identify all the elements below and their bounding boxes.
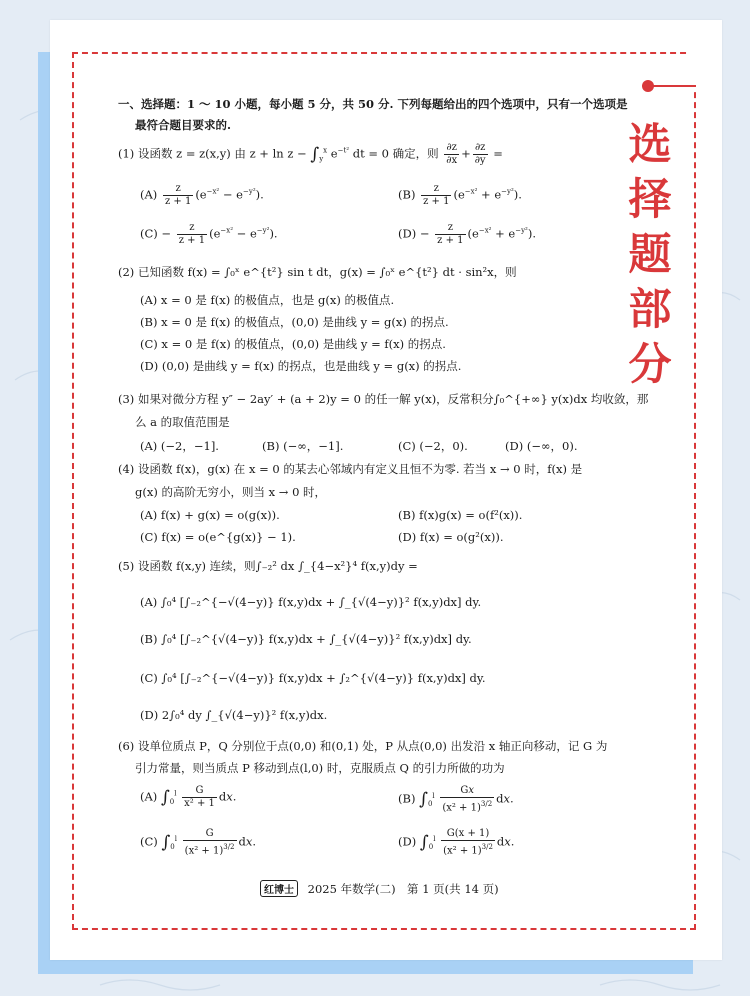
q3-option-b: (B) (−∞，−1]. [262,439,344,453]
q3-option-c: (C) (−2，0). [398,439,468,453]
q1-option-d: (D) − $\frac{z}{z + 1}$ $(e^{-x^2} + e^{-y^2})$. [398,222,537,246]
side-label-char: 部 [628,285,672,335]
q3-stem-cont: 么 a 的取值范围是 [135,415,230,429]
q4-option-c: (C) f(x) = o(e^{g(x)} − 1). [140,530,296,544]
section-header: 一、选择题：1 ～ 10 小题，每小题 5 分，共 50 分. 下列每题给出的四个选项中，只有一个选项是 [118,97,628,111]
side-label-char: 选 [628,120,672,170]
q5-stem: (5) 设函数 f(x,y) 连续，则∫₋₂² dx ∫_{4−x²}⁴ f(x,y)dy = [118,559,418,573]
side-label-char: 择 [628,175,672,225]
section-header-cont: 最符合题目要求的. [135,118,232,132]
q4-option-a: (A) f(x) + g(x) = o(g(x)). [140,508,280,522]
side-label-char: 分 [628,340,672,390]
q3-option-d: (D) (−∞，0). [505,439,578,453]
q5-option-c: (C) ∫₀⁴ [∫₋₂^{−√(4−y)} f(x,y)dx + ∫₂^{√(4−y)} f(x,y)dx] dy. [140,671,486,685]
q2-option-d: (D) (0,0) 是曲线 y = f(x) 的拐点，也是曲线 y = g(x) 的拐点. [140,359,462,373]
page-footer [260,880,499,897]
q4-stem-cont: g(x) 的高阶无穷小，则当 x → 0 时， [135,485,327,499]
side-label-char: 题 [628,230,672,280]
q2-option-b: (B) x = 0 是 f(x) 的极值点，(0,0) 是曲线 y = g(x) 的拐点. [140,315,449,329]
q6-stem: (6) 设单位质点 P，Q 分别位于点(0,0) 和(0,1) 处，P 从点(0,0) 出发沿 x 轴正向移动，记 G 为 [118,739,608,753]
q5-option-b: (B) ∫₀⁴ [∫₋₂^{√(4−y)} f(x,y)dx + ∫_{√(4−y)}² f(x,y)dx] dy. [140,632,472,646]
q2-option-c: (C) x = 0 是 f(x) 的极值点，(0,0) 是曲线 y = f(x) 的拐点. [140,337,446,351]
footer-text: 2025 年数学(二) 第 1 页(共 14 页) [307,882,499,896]
q1-option-a: (A) $\frac{z}{z + 1}$ $(e^{-x^2} - e^{-y^2})$. [140,183,264,207]
q4-option-b: (B) f(x)g(x) = o(f²(x)). [398,508,523,522]
q6-option-a: (A) $\int_0^l$ $\frac{G}{\text{x² + 1}}$ dx. [140,785,237,809]
q6-option-d: (D) $\int_0^l$ $\frac{G(x + 1)}{(x^2 + 1)^{3/2}}$ dx. [398,828,515,857]
q1-option-b: (B) $\frac{z}{z + 1}$ $(e^{-x^2} + e^{-y^2})$. [398,183,522,207]
q4-option-d: (D) f(x) = o(g²(x)). [398,530,504,544]
q3-stem: (3) 如果对微分方程 y″ − 2ay′ + (a + 2)y = 0 的任一解 y(x)，反常积分∫₀^{+∞} y(x)dx 均收敛，那 [118,392,649,406]
q2-stem: (2) 已知函数 f(x) = ∫₀ˣ e^{t²} sin t dt，g(x) = ∫₀ˣ e^{t²} dt · sin²x，则 [118,265,517,279]
q5-option-d: (D) 2∫₀⁴ dy ∫_{√(4−y)}² f(x,y)dx. [140,708,328,722]
q6-stem-cont: 引力常量，则当质点 P 移动到点(l,0) 时，克服质点 Q 的引力所做的功为 [135,761,505,775]
q2-option-a: (A) x = 0 是 f(x) 的极值点，也是 g(x) 的极值点. [140,293,395,307]
q4-stem: (4) 设函数 f(x)，g(x) 在 x = 0 的某去心邻域内有定义且恒不为零. 若当 x → 0 时，f(x) 是 [118,462,583,476]
q1-stem: (1) 设函数 z = z(x,y) 由 $z + \ln z - \int_y^x$ $e^{-t^2}$ dt = 0 确定，则 $\frac{\partial z}{\partial x}$ + $\frac{\partial z}{\partial y}$ = [118,142,503,166]
q3-option-a: (A) (−2，−1]. [140,439,219,453]
q5-option-a: (A) ∫₀⁴ [∫₋₂^{−√(4−y)} f(x,y)dx + ∫_{√(4−y)}² f(x,y)dx] dy. [140,595,482,609]
brand-logo: 红博士 [260,880,298,897]
q6-option-c: (C) $\int_0^l$ $\frac{G}{(x^2 + 1)^{3/2}}$ dx. [140,828,257,857]
q6-option-b: (B) $\int_0^l$ $\frac{Gx}{(x^2 + 1)^{3/2}}$ dx. [398,785,514,814]
q1-option-c: (C) − $\frac{z}{z + 1}$ $(e^{-x^2} - e^{-y^2})$. [140,222,278,246]
